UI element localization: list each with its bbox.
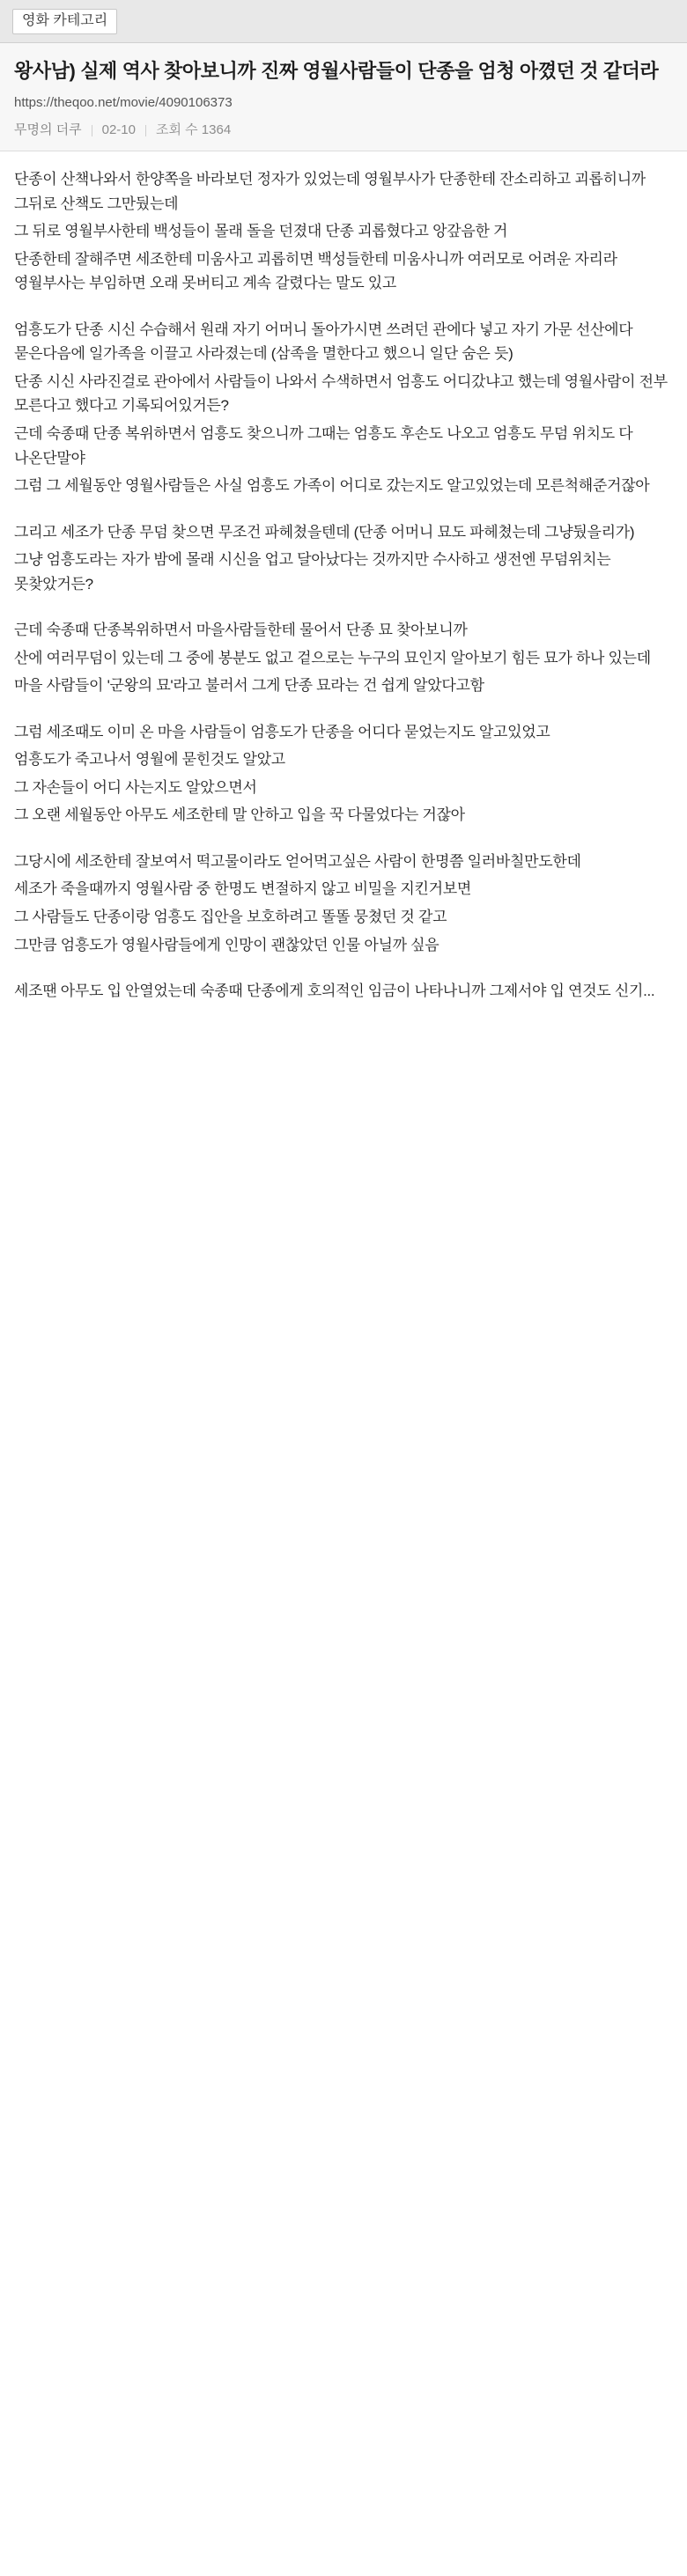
body-paragraph: 그만큼 엄흥도가 영월사람들에게 인망이 괜찮았던 인물 아닐까 싶음 bbox=[14, 936, 440, 953]
body-paragraph: 근데 숙종때 단종복위하면서 마을사람들한테 물어서 단종 묘 찾아보니까 bbox=[14, 622, 468, 639]
body-paragraph: 그 오랜 세월동안 아무도 세조한테 말 안하고 입을 꾹 다물었다는 거잖아 bbox=[14, 806, 465, 824]
body-paragraph: 그 사람들도 단종이랑 엄흥도 집안을 보호하려고 똘똘 뭉쳤던 것 같고 bbox=[14, 908, 447, 925]
post-date: 02-10 bbox=[101, 122, 136, 138]
body-paragraph: 세조땐 아무도 입 안열었는데 숙종때 단종에게 호의적인 임금이 나타나니까 그제서야 입 연것도 신기... bbox=[14, 983, 655, 1000]
category-bar bbox=[0, 0, 687, 43]
paragraph-gap bbox=[14, 831, 673, 850]
body-paragraph: 그 자손들이 어디 사는지도 알았으면서 bbox=[14, 778, 257, 796]
body-paragraph: 근데 숙종때 단종 복위하면서 엄흥도 찾으니까 그때는 엄흥도 후손도 나오고 엄흥도 무덤 위치도 다 나온단말야 bbox=[14, 425, 637, 467]
category-chip[interactable]: 영화 카테고리 bbox=[12, 9, 117, 34]
body-paragraph: 그 뒤로 영월부사한테 백성들이 몰래 돌을 던졌대 단종 괴롭혔다고 앙갚음한 거 bbox=[14, 223, 508, 240]
post-header bbox=[0, 43, 687, 151]
post-view-count: 조회 수 1364 bbox=[156, 122, 232, 138]
body-paragraph: 단종한테 잘해주면 세조한테 미움사고 괴롭히면 백성들한테 미움사니까 여러모로 어려운 자리라 영월부사는 부임하면 오래 못버티고 계속 갈렸다는 말도 있고 bbox=[14, 250, 622, 292]
body-paragraph: 엄흥도가 죽고나서 영월에 묻힌것도 알았고 bbox=[14, 751, 285, 769]
paragraph-gap bbox=[14, 960, 673, 979]
body-paragraph: 세조가 죽을때까지 영월사람 중 한명도 변절하지 않고 비밀을 지킨거보면 bbox=[14, 880, 472, 898]
body-paragraph: 그냥 엄흥도라는 자가 밤에 몰래 시신을 업고 달아났다는 것까지만 수사하고 생전엔 무덤위치는 못찾았거든? bbox=[14, 551, 615, 592]
body-paragraph: 산에 여러무덤이 있는데 그 중에 봉분도 없고 겉으로는 누구의 묘인지 알아보기 힘든 묘가 하나 있는데 bbox=[14, 649, 651, 666]
body-paragraph: 그당시에 세조한테 잘보여서 떡고물이라도 얻어먹고싶은 사람이 한명쯤 일러바칠만도한데 bbox=[14, 852, 581, 870]
post-author: 무명의 더쿠 bbox=[14, 122, 82, 138]
body-paragraph: 마을 사람들이 '군왕의 묘'라고 불러서 그게 단종 묘라는 건 쉽게 알았다고함 bbox=[14, 677, 484, 695]
paragraph-gap bbox=[14, 600, 673, 618]
body-paragraph: 단종 시신 사라진걸로 관아에서 사람들이 나와서 수색하면서 엄흥도 어디갔냐고 했는데 영월사람이 전부 모른다고 했다고 기록되어있거든? bbox=[14, 372, 672, 415]
body-paragraph: 엄흥도가 단종 시신 수습해서 원래 자기 어머니 돌아가시면 쓰려던 관에다 넣고 자기 가문 선산에다 묻은다음에 일가족을 이끌고 사라졌는데 (삼족을 멸한다고 했으니 일단 숨은 듯) bbox=[14, 320, 637, 363]
page-title: 왕사남) 실제 역사 찾아보니까 진짜 영월사람들이 단종을 엄청 아꼈던 것 같더라 bbox=[14, 60, 659, 82]
paragraph-gap bbox=[14, 502, 673, 520]
paragraph-gap bbox=[14, 299, 673, 318]
body-paragraph: 그리고 세조가 단종 무덤 찾으면 무조건 파헤쳤을텐데 (단종 어머니 묘도 파헤쳤는데 그냥뒀을리가) bbox=[14, 523, 635, 541]
body-paragraph: 그럼 세조때도 이미 온 마을 사람들이 엄흥도가 단종을 어디다 묻었는지도 알고있었고 bbox=[14, 723, 550, 740]
post-body bbox=[0, 151, 687, 1041]
paragraph-gap bbox=[14, 702, 673, 720]
body-paragraph: 그럼 그 세월동안 영월사람들은 사실 엄흥도 가족이 어디로 갔는지도 알고있었는데 모른척해준거잖아 bbox=[14, 477, 650, 495]
meta-divider bbox=[145, 125, 146, 136]
post-url[interactable]: https://theqoo.net/movie/4090106373 bbox=[14, 95, 233, 111]
body-paragraph: 단종이 산책나와서 한양쪽을 바라보던 정자가 있었는데 영월부사가 단종한테 잔소리하고 괴롭히니까 그뒤로 산책도 그만뒀는데 bbox=[14, 171, 650, 212]
post-meta bbox=[14, 122, 673, 138]
